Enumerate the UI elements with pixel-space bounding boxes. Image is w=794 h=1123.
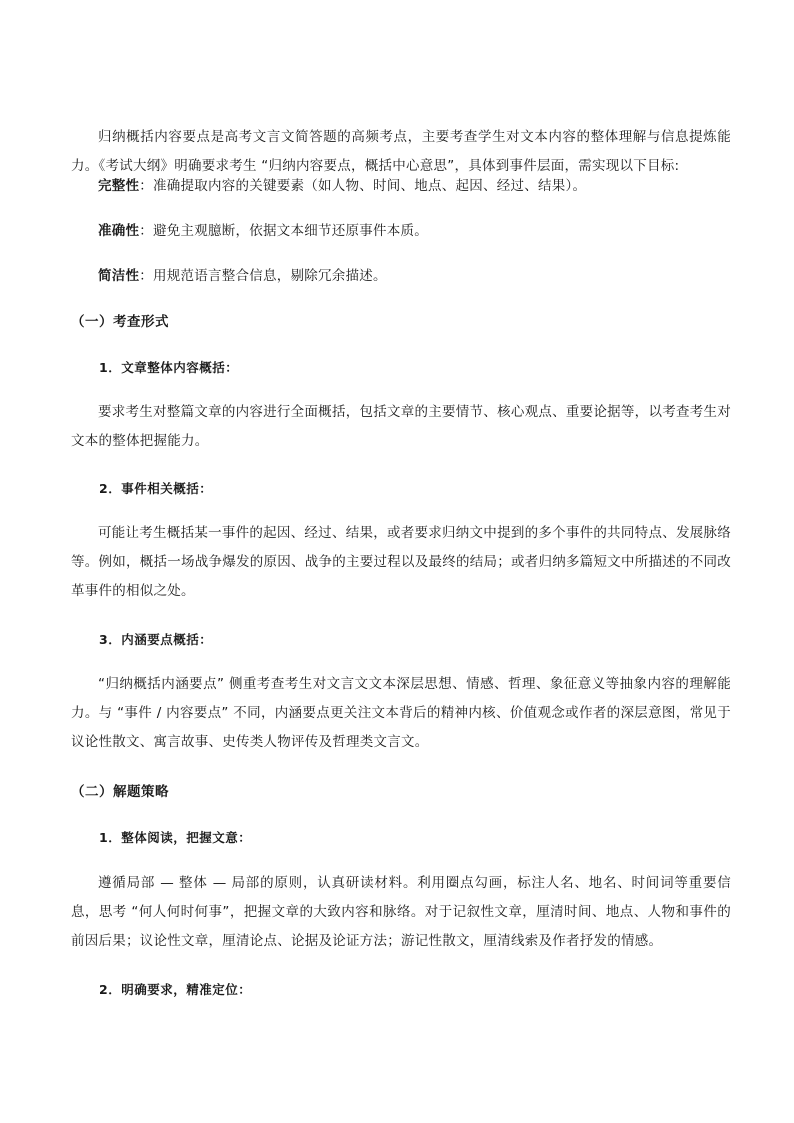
intro-paragraph: 归纳概括内容要点是高考文言文简答题的高频考点，主要考查学生对文本内容的整体理解与信息提炼能力。《考试大纲》明确要求考生 “归纳内容要点，概括中心意思”，具体到事件层面，需实现以下目标: bbox=[71, 129, 731, 174]
subsection-body: 要求考生对整篇文章的内容进行全面概括，包括文章的主要情节、核心观点、重要论据等，以考查考生对文本的整体把握能力。 bbox=[71, 404, 731, 449]
goal-completeness bbox=[71, 176, 758, 196]
subsection-body: 可能让考生概括某一事件的起因、经过、结果，或者要求归纳文中提到的多个事件的共同特点、发展脉络等。例如，概括一场战争爆发的原因、战争的主要过程以及最终的结局；或者归纳多篇短文中所描述的不同改革事件的相似之处。 bbox=[71, 525, 731, 599]
goal-label: 简洁性 bbox=[98, 268, 140, 284]
goal-text: ：避免主观臆断，依据文本细节还原事件本质。 bbox=[139, 223, 428, 239]
subsection-heading: 2．明确要求，精准定位： bbox=[99, 982, 252, 997]
goal-conciseness bbox=[71, 266, 758, 286]
section-title: （二）解题策略 bbox=[71, 784, 169, 800]
subsection-heading: 3．内涵要点概括： bbox=[99, 632, 213, 647]
subsection-body: “归纳概括内涵要点” 侧重考查考生对文言文文本深层思想、情感、哲理、象征意义等抽象内容的理解能力。与 “事件 / 内容要点” 不同，内涵要点更关注文本背后的精神内核、价值观念或作者的深层意图，常见于议论性散文、寓言故事、史传类人物评传及哲理类文言文。 bbox=[71, 676, 731, 750]
goal-label: 完整性 bbox=[98, 178, 140, 194]
goal-text: ：准确提取内容的关键要素（如人物、时间、地点、起因、经过、结果）。 bbox=[139, 178, 587, 194]
goal-accuracy bbox=[71, 221, 758, 241]
subsection-heading: 1．整体阅读，把握文意： bbox=[99, 830, 252, 845]
subsection-body: 遵循局部 — 整体 — 局部的原则，认真研读材料。利用圈点勾画，标注人名、地名、时间词等重要信息，思考 “何人何时何事”，把握文章的大致内容和脉络。对于记叙性文章，厘清时间、地点、人物和事件的前因后果；议论性文章，厘清论点、论据及论证方法；游记性散文，厘清线索及作者抒发的情感。 bbox=[71, 875, 731, 949]
section-title: （一）考查形式 bbox=[71, 314, 169, 330]
subsection-heading: 2．事件相关概括： bbox=[99, 481, 213, 496]
goal-label: 准确性 bbox=[98, 223, 140, 239]
goal-text: ：用规范语言整合信息，剔除冗余描述。 bbox=[139, 268, 387, 284]
subsection-heading: 1．文章整体内容概括： bbox=[99, 360, 239, 375]
